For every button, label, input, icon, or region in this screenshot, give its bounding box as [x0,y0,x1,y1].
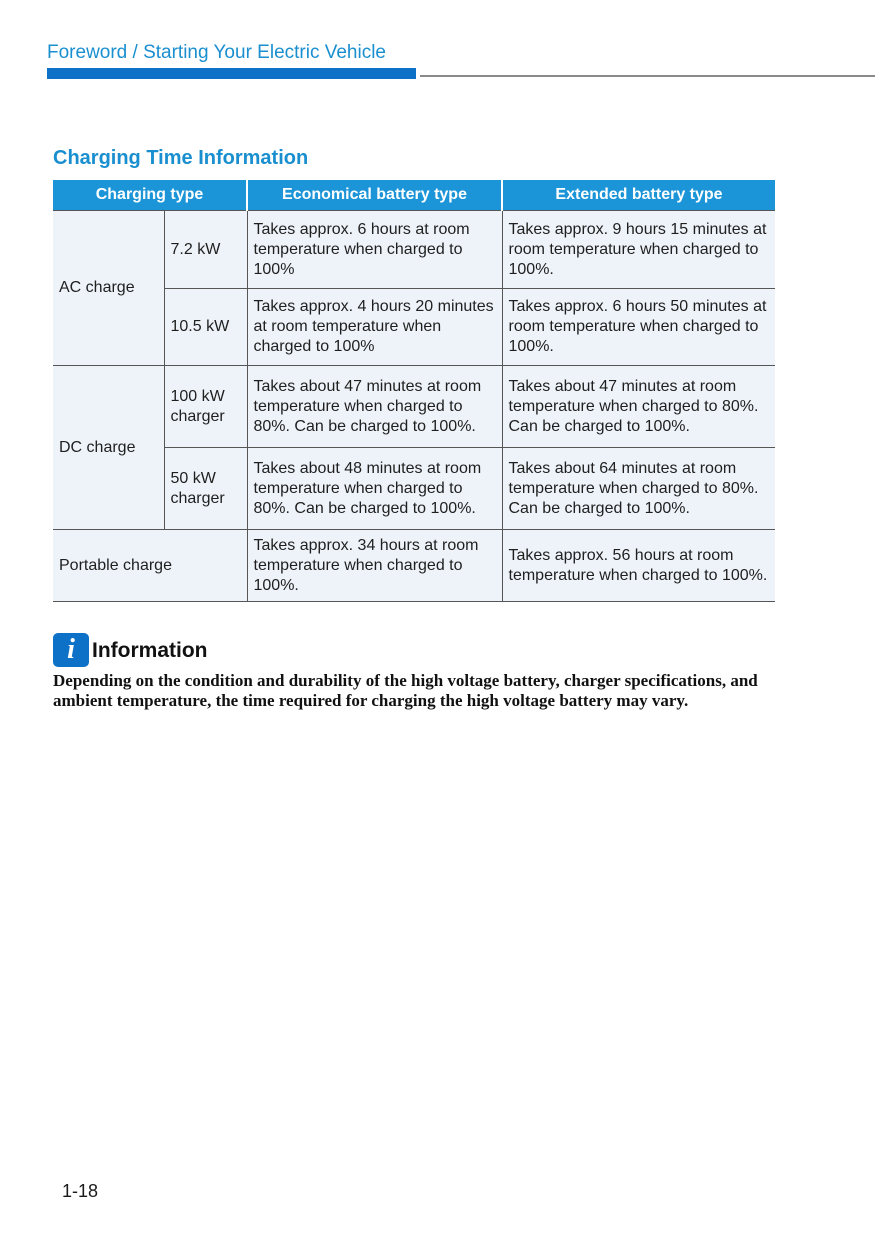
breadcrumb: Foreword / Starting Your Electric Vehicle [47,42,387,63]
group-ac-charge: AC charge [53,211,164,366]
page-number: 1-18 [62,1181,99,1201]
column-header-extended: Extended battery type [502,180,775,211]
extended-cell: Takes approx. 9 hours 15 minutes at room temperature when charged to 100%. [502,211,775,289]
group-dc-charge: DC charge [53,366,164,530]
column-header-economical: Economical battery type [247,180,502,211]
column-header-charging-type: Charging type [53,180,247,211]
economical-cell: Takes approx. 4 hours 20 minutes at room temperature when charged to 100% [247,289,502,366]
table-row [53,211,775,289]
sub-type-cell: 7.2 kW [164,211,247,289]
economical-cell: Takes approx. 34 hours at room temperature when charged to 100%. [247,530,502,602]
table-row [53,366,775,448]
economical-cell: Takes about 47 minutes at room temperature when charged to 80%. Can be charged to 100%. [247,366,502,448]
extended-cell: Takes approx. 56 hours at room temperature when charged to 100%. [502,530,775,602]
extended-cell: Takes about 47 minutes at room temperature when charged to 80%. Can be charged to 100%. [502,366,775,448]
economical-cell: Takes about 48 minutes at room temperature when charged to 80%. Can be charged to 100%. [247,448,502,530]
sub-type-cell: 50 kW charger [164,448,247,530]
group-portable-charge: Portable charge [53,530,247,602]
extended-cell: Takes approx. 6 hours 50 minutes at room temperature when charged to 100%. [502,289,775,366]
header-accent-bar [47,68,416,79]
information-icon: i [53,633,89,667]
information-title: Information [92,639,208,662]
extended-cell: Takes about 64 minutes at room temperature when charged to 80%. Can be charged to 100%. [502,448,775,530]
charging-time-table [53,180,775,602]
sub-type-cell: 100 kW charger [164,366,247,448]
sub-type-cell: 10.5 kW [164,289,247,366]
information-body: Depending on the condition and durability of the high voltage battery, charger specifications, and ambient temperature, the time required for charging the high voltage battery may vary. [53,671,758,710]
economical-cell: Takes approx. 6 hours at room temperature when charged to 100% [247,211,502,289]
section-title: Charging Time Information [53,147,309,169]
table-header-row [53,180,775,211]
table-row [53,530,775,602]
header-divider [420,75,875,77]
